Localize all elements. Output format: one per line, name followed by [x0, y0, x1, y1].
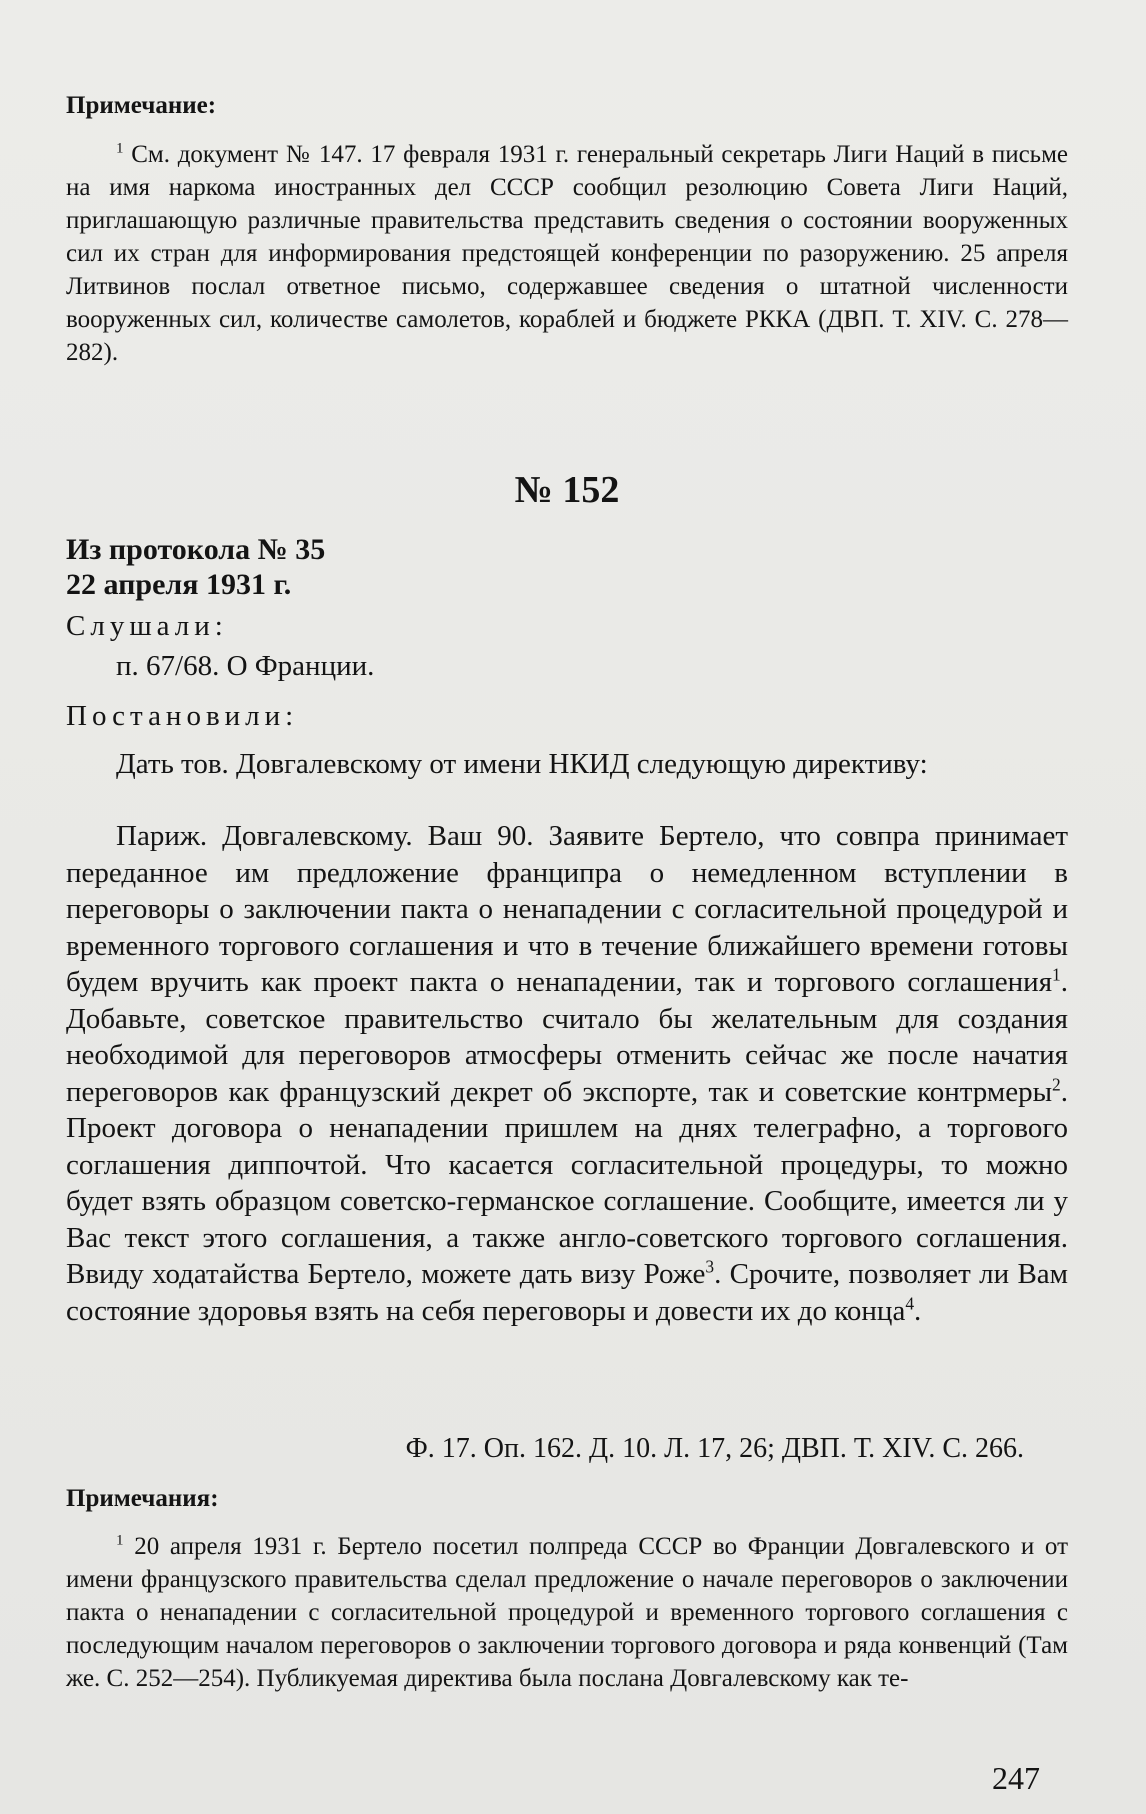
heard-item: п. 67/68. О Франции. [116, 650, 375, 682]
notes-text [66, 1530, 1068, 1695]
heard-label: Слушали: [66, 610, 228, 642]
notes-body: 20 апреля 1931 г. Бертело посетил полпреда СССР во Франции Довгалевского и от имени французского правительства сделал предложение о начале переговоров о заключении пакта о ненападении с согласительной процедурой и временного торгового соглашения с последующим началом переговоров о заключении торгового договора и ряда конвенций (Там же. С. 252—254). Публикуемая директива была послана Довгалевскому как те- [66, 1533, 1068, 1692]
directive-part-3: . Проект договора о ненападении пришлем на днях телеграфно, а торгового соглашения диппочтой. Что касается согласительной процедуры, то можно будет взять образцом советско-германское соглашение. Сообщите, имеется ли у Вас текст этого соглашения, а также англо-советского торгового соглашения. Ввиду ходатайства Бертело, можете дать визу Роже [66, 1075, 1068, 1290]
document-title-line1: Из протокола № 35 [66, 533, 326, 566]
page-number: 247 [992, 1760, 1040, 1796]
footnote-mark: 1 [116, 1532, 124, 1549]
directive-end: . [914, 1294, 922, 1327]
resolved-label: Постановили: [66, 700, 299, 732]
document-title-line2: 22 апреля 1931 г. [66, 568, 292, 601]
footnote-mark: 1 [1052, 964, 1061, 985]
top-note-heading: Примечание: [66, 92, 217, 119]
directive-intro: Дать тов. Довгалевскому от имени НКИД следующую директиву: [116, 748, 928, 780]
footnote-mark: 2 [1052, 1073, 1061, 1094]
directive-part-2: . Добавьте, советское правительство считало бы желательным для создания необходимой для переговоров атмосферы отменить сейчас же после начатия переговоров как французский декрет об экспорте, так и советские контрмеры [66, 966, 1068, 1108]
footnote-mark: 4 [905, 1292, 915, 1313]
footnote-mark: 1 [116, 140, 124, 157]
document-title [66, 532, 1068, 602]
notes-heading: Примечания: [66, 1485, 219, 1512]
directive-text [66, 818, 1068, 1329]
archive-reference: Ф. 17. Оп. 162. Д. 10. Л. 17, 26; ДВП. Т. XIV. С. 266. [405, 1433, 1024, 1464]
footnote-mark: 3 [705, 1256, 715, 1277]
top-note-text [66, 138, 1068, 369]
directive-part-1: Париж. Довгалевскому. Ваш 90. Заявите Бертело, что совпра принимает переданное им предложение франципра о немедленном вступлении в переговоры о заключении пакта о ненападении с согласительной процедурой и временного торгового соглашения и что в течение ближайшего времени готовы будем вручить как проект пакта о ненападении, так и торгового соглашения [66, 820, 1068, 998]
directive-part-4: . Срочите, позволяет ли Вам состояние здоровья взять на себя переговоры и довести их до конца [66, 1258, 1069, 1327]
document-number: № 152 [514, 469, 620, 511]
top-note-body: См. документ № 147. 17 февраля 1931 г. генеральный секретарь Лиги Наций в письме на имя наркома иностранных дел СССР сообщил резолюцию Совета Лиги Наций, приглашающую различные правительства представить сведения о состоянии вооруженных сил их стран для информирования предстоящей конференции по разоружению. 25 апреля Литвинов послал ответное письмо, содержавшее сведения о штатной численности вооруженных сил, количестве самолетов, кораблей и бюджете РККА (ДВП. Т. XIV. С. 278—282). [66, 141, 1068, 366]
